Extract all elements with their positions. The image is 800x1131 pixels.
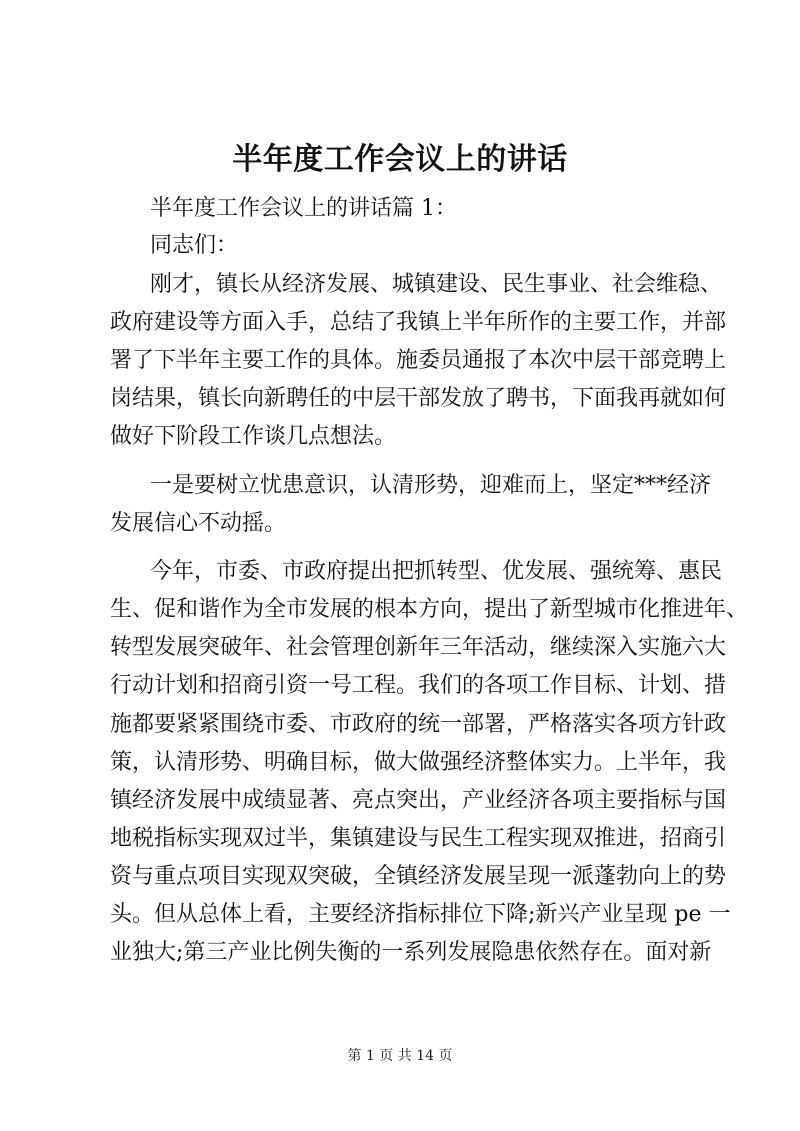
text-line: 刚才，镇长从经济发展、城镇建设、民生事业、社会维稳、 [150, 272, 723, 297]
text-line: 行动计划和招商引资一号工程。我们的各项工作目标、计划、措 [110, 673, 727, 698]
text-line: 同志们： [150, 233, 239, 258]
text-line: 施都要紧紧围绕市委、市政府的统一部署，严格落实各项方针政 [110, 712, 727, 737]
text-line: 资与重点项目实现双突破，全镇经济发展呈现一派蓬勃向上的势 [110, 864, 727, 889]
text-line: 署了下半年主要工作的具体。施委员通报了本次中层干部竞聘上 [110, 348, 727, 373]
text-line: 半年度工作会议上的讲话篇 1： [150, 196, 457, 221]
text-line: 一是要树立忧患意识，认清形势，迎难而上，坚定***经济 [150, 473, 712, 498]
page-footer: 第 1 页 共 14 页 [347, 1048, 453, 1064]
text-line: 地税指标实现双过半，集镇建设与民生工程实现双推进，招商引 [110, 826, 727, 851]
text-line: 发展信心不动摇。 [110, 511, 287, 536]
text-line: 策，认清形势、明确目标，做大做强经济整体实力。上半年，我 [110, 750, 727, 775]
text-line: 今年，市委、市政府提出把抓转型、优发展、强统筹、惠民 [150, 559, 723, 584]
text-line: 转型发展突破年、社会管理创新年三年活动，继续深入实施六大 [110, 635, 727, 660]
document-title: 半年度工作会议上的讲话 [232, 142, 568, 177]
text-line: 政府建设等方面入手，总结了我镇上半年所作的主要工作，并部 [110, 310, 727, 335]
text-line: 做好下阶段工作谈几点想法。 [110, 424, 397, 449]
text-line: 生、促和谐作为全市发展的根本方向，提出了新型城市化推进年、 [110, 597, 749, 622]
text-line: 头。但从总体上看，主要经济指标排位下降;新兴产业呈现 pe 一 [110, 902, 731, 927]
text-line: 业独大;第三产业比例失衡的一系列发展隐患依然存在。面对新 [110, 940, 712, 965]
text-line: 镇经济发展中成绩显著、亮点突出，产业经济各项主要指标与国 [110, 788, 727, 813]
text-line: 岗结果，镇长向新聘任的中层干部发放了聘书，下面我再就如何 [110, 386, 727, 411]
